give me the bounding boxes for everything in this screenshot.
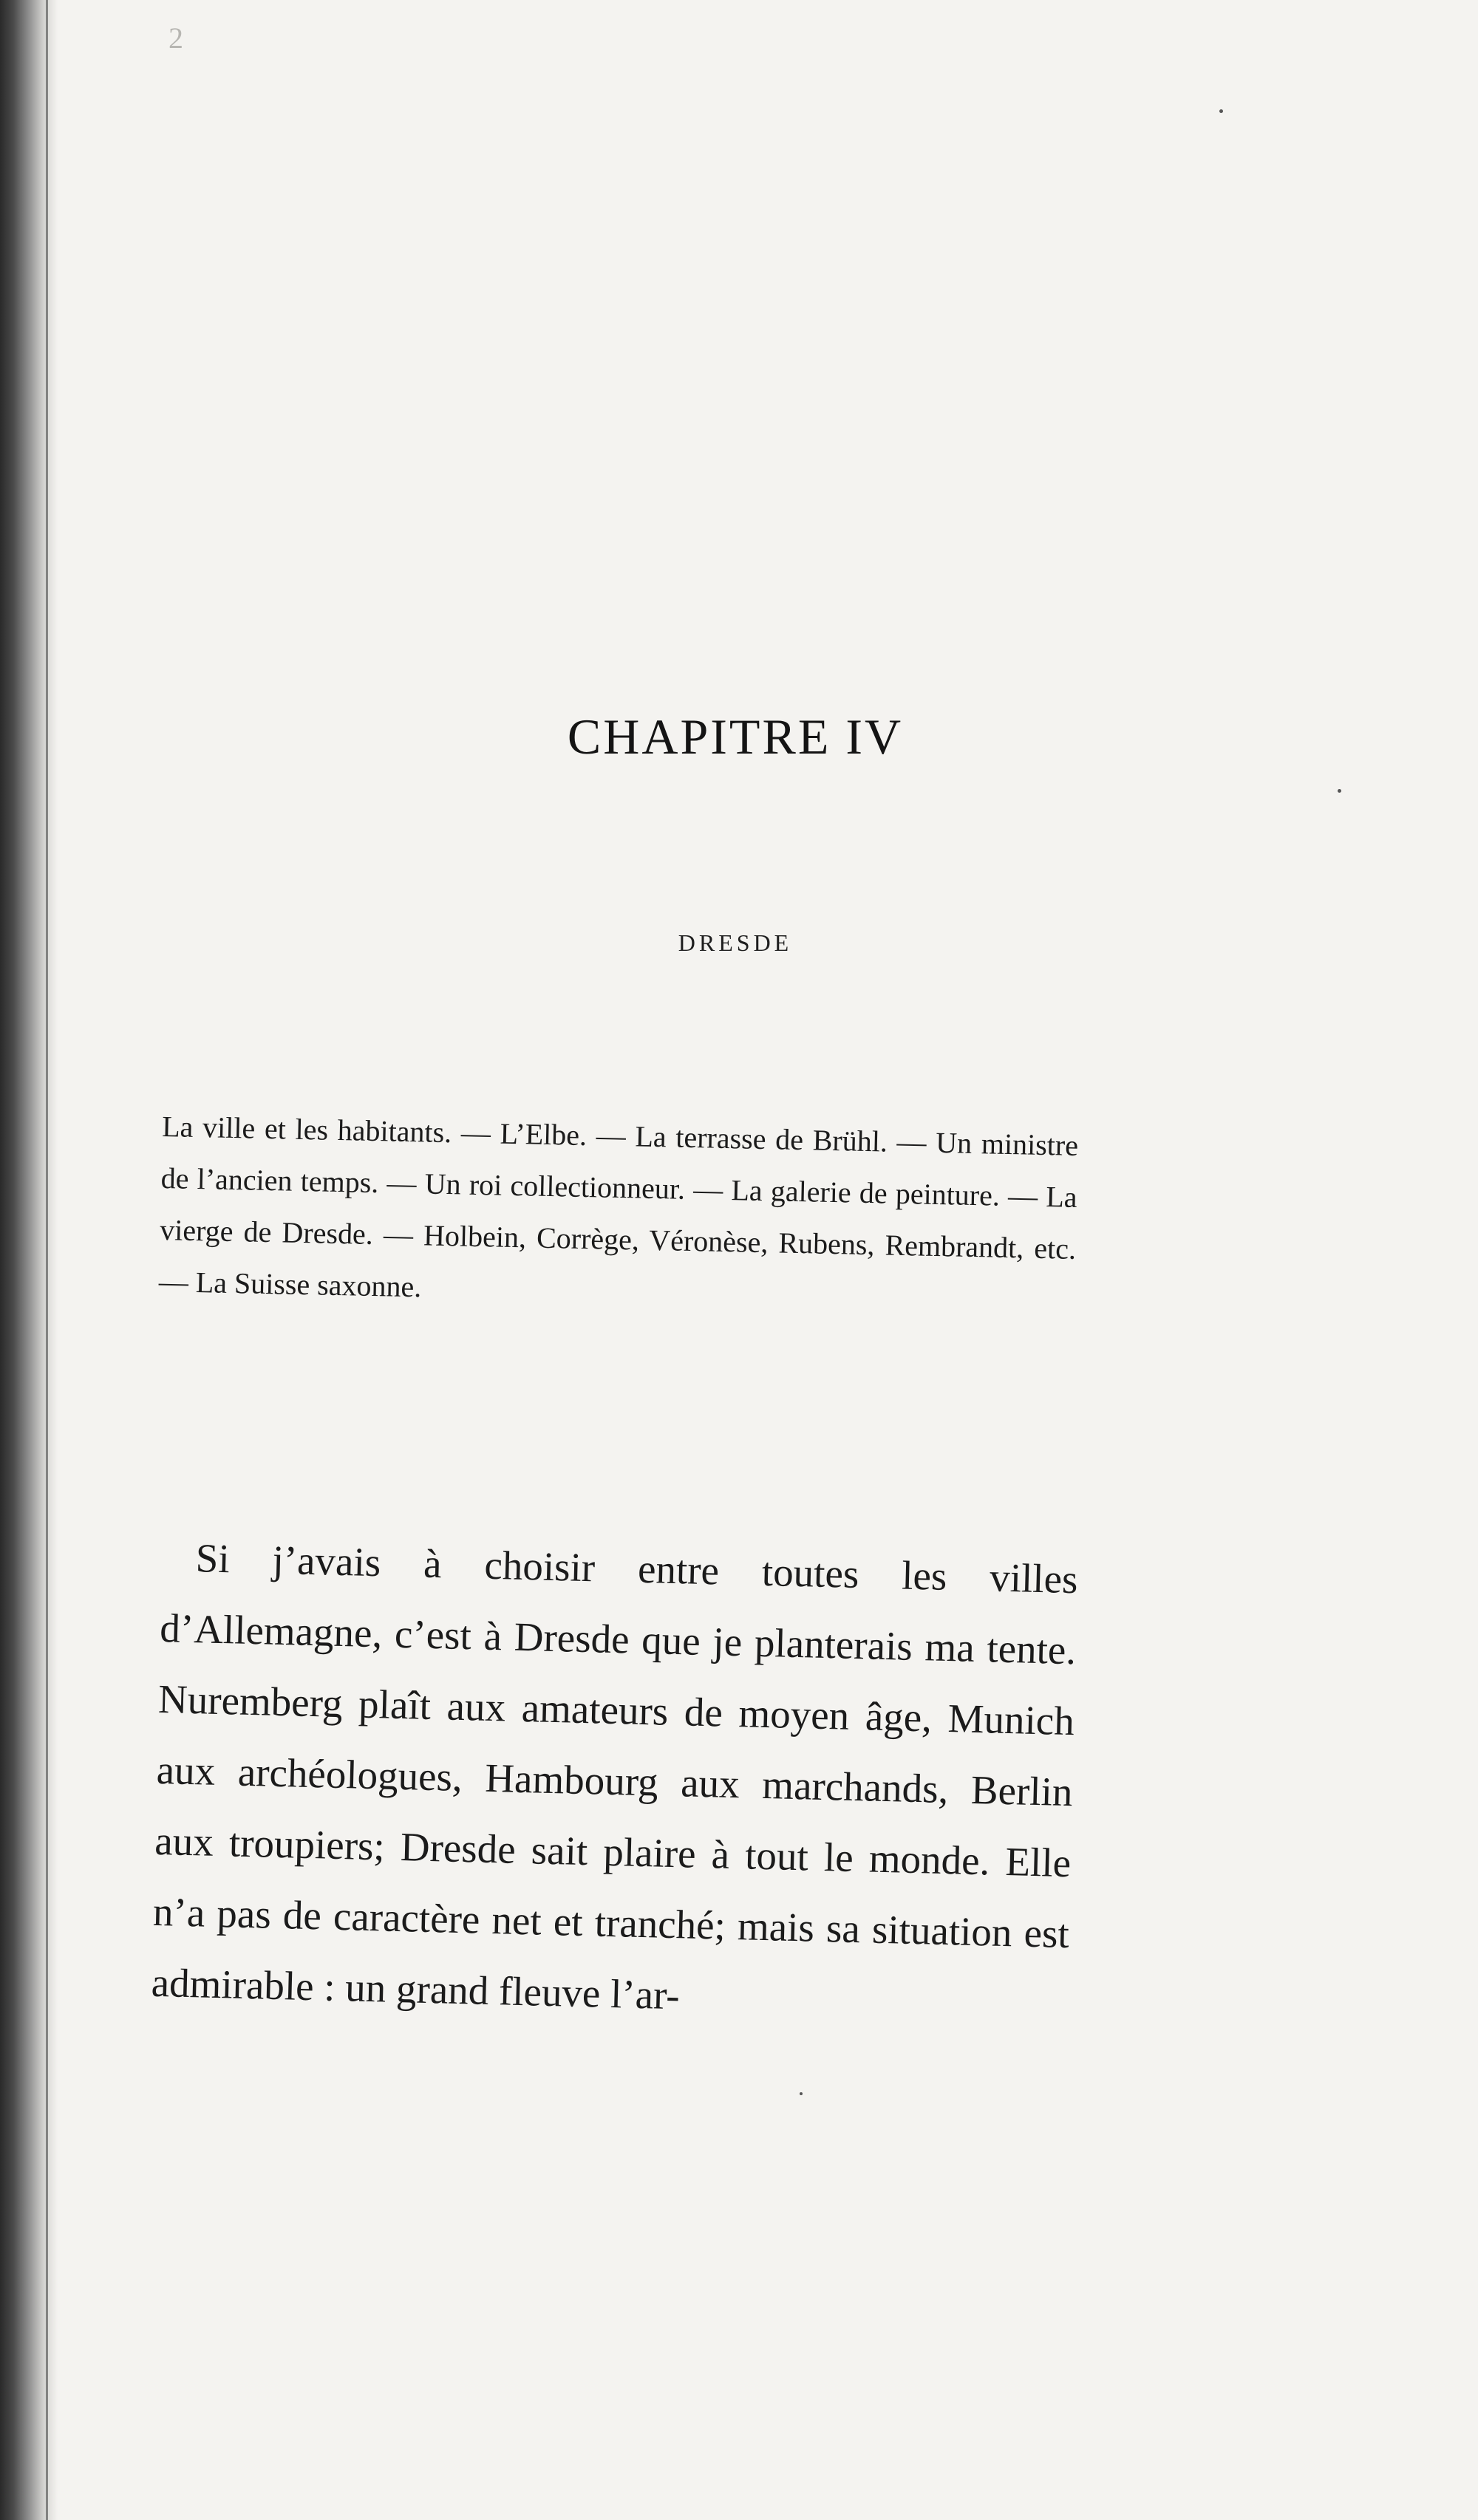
dust-speck (800, 2092, 803, 2095)
chapter-summary (158, 1101, 1079, 1327)
dust-speck (1338, 789, 1341, 793)
dust-speck (1219, 109, 1223, 113)
page-gutter-line (46, 0, 48, 2520)
chapter-summary-text: La ville et les habitants. — L’Elbe. — La terrasse de Brühl. — Un ministre de l’ancien temps. — Un roi collectionneur. — La galerie de peinture. — La vierge de Dresde. — Holbein, Corrège, Véronèse, Rubens, Rembrandt, etc. — La Suisse saxonne. (158, 1109, 1079, 1304)
chapter-subtitle: DRESDE (678, 929, 793, 956)
scan-edge-shadow (0, 0, 58, 2520)
body-paragraph: Si j’avais à choisir entre toutes les villes d’Allemagne, c’est à Dresde que je planterais ma tente. Nuremberg plaît aux amateurs de moyen âge, Munich aux archéologues, Hambourg aux marchands, Berlin aux troupiers; Dresde sait plaire à tout le monde. Elle n’a pas de caractère net et tranché; mais sa situation est admirable : un grand fleuve l’ar- (151, 1535, 1079, 2018)
chapter-title: CHAPITRE IV (567, 708, 904, 765)
page-corner-mark: 2 (168, 21, 183, 55)
body-text (151, 1522, 1079, 2041)
